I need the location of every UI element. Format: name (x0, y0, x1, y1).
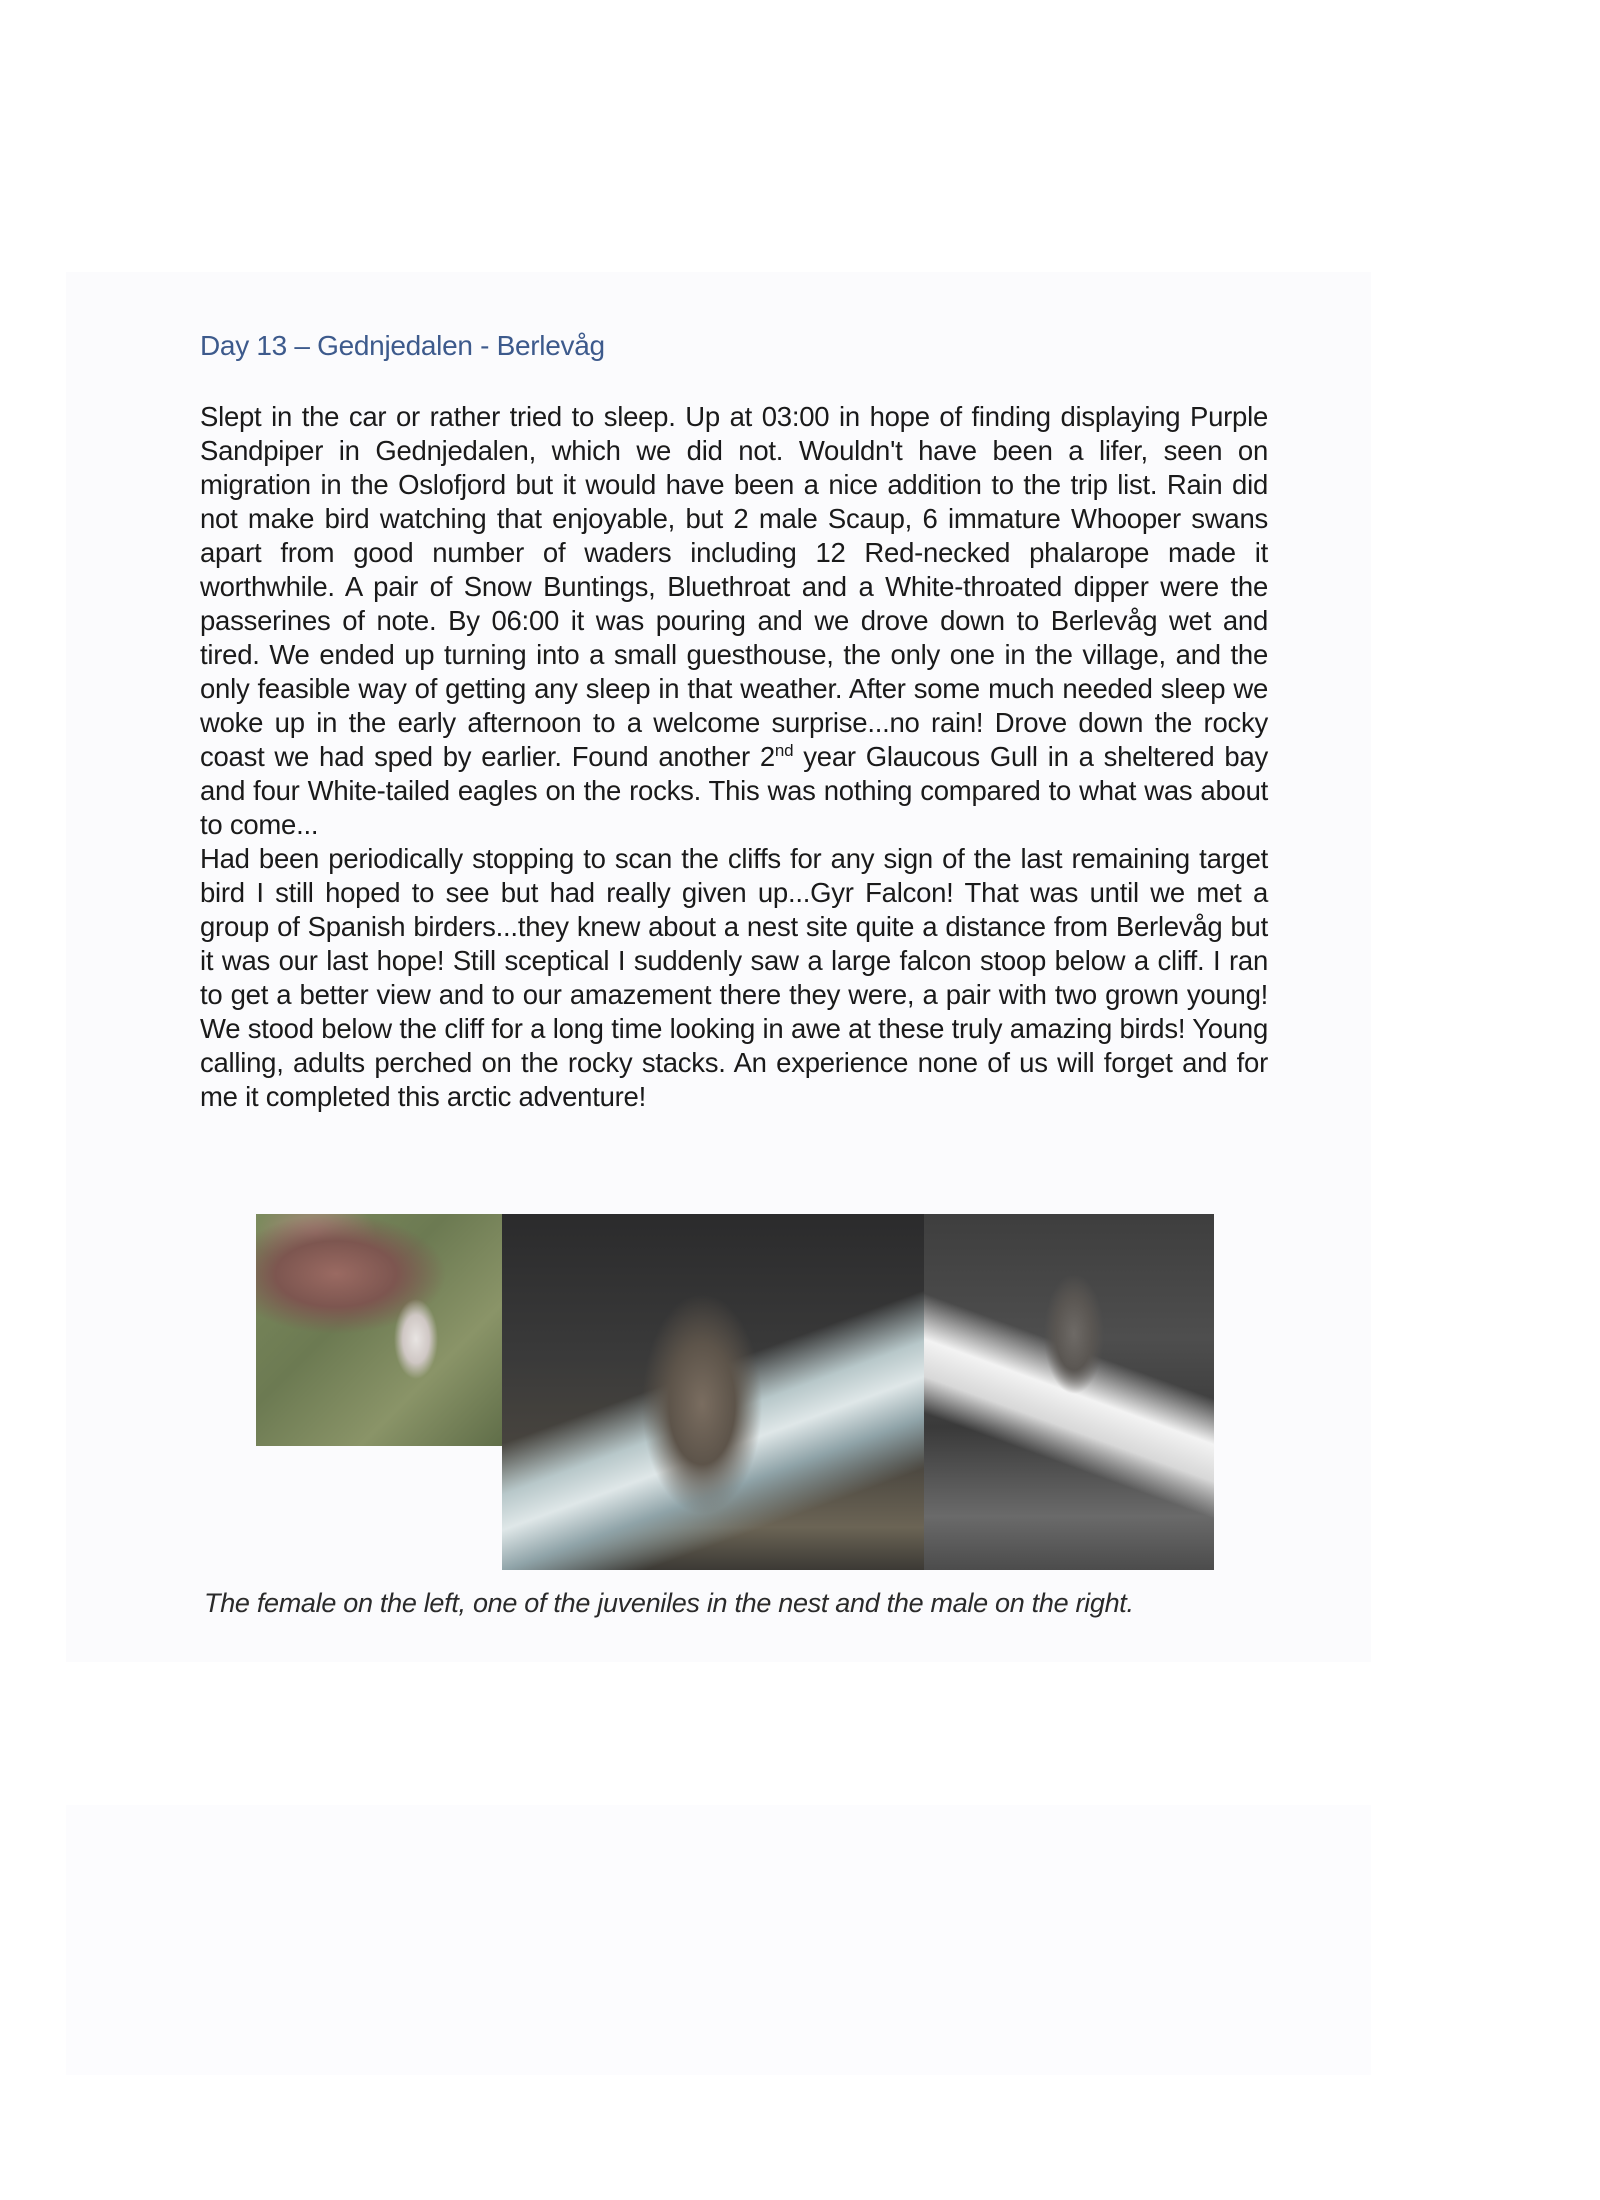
photo-juvenile-in-nest (502, 1214, 926, 1570)
photo-male-gyr-falcon (924, 1214, 1214, 1570)
photo-caption: The female on the left, one of the juveniles in the nest and the male on the right. (204, 1588, 1134, 1618)
ordinal-superscript: nd (774, 740, 794, 760)
paragraph-gyr-falcon: Had been periodically stopping to scan the cliffs for any sign of the last remaining target bird I still hoped to see but had really given up...Gyr Falcon! That was until we met a group of Spanish birders...they knew about a nest site quite a distance from Berlevåg but it was our last hope! Still sceptical I suddenly saw a large falcon stoop below a cliff. I ran to get a better view and to our amazement there they were, a pair with two grown young! We stood below the cliff for a long time looking in awe at these truly amazing birds! Young calling, adults perched on the rocky stacks. An experience none of us will forget and for me it completed this arctic adventure! (200, 843, 1268, 1112)
page-title: Day 13 – Gednjedalen - Berlevåg (200, 330, 605, 361)
scanned-page-lower-area (66, 1805, 1371, 2075)
photo-female-gyr-falcon (256, 1214, 504, 1446)
paragraph-morning (200, 400, 1268, 842)
paragraph-morning-end: year Glaucous Gull in a sheltered bay and four White-tailed eagles on the rocks. This was nothing compared to what was about to come... (200, 741, 1268, 840)
trip-report-text (200, 400, 1268, 1114)
paragraph-morning-start: Slept in the car or rather tried to sleep. Up at 03:00 in hope of finding displaying Purple Sandpiper in Gednjedalen, which we did not. Wouldn't have been a lifer, seen on migration in the Oslofjord but it would have been a nice addition to the trip list. Rain did not make bird watching that enjoyable, but 2 male Scaup, 6 immature Whooper swans apart from good number of waders including 12 Red-necked phalarope made it worthwhile. A pair of Snow Buntings, Bluethroat and a White-throated dipper were the passerines of note. By 06:00 it was pouring and we drove down to Berlevåg wet and tired. We ended up turning into a small guesthouse, the only one in the village, and the only feasible way of getting any sleep in that weather. After some much needed sleep we woke up in the early afternoon to a welcome surprise...no rain! Drove down the rocky coast we had sped by earlier. Found another 2 (200, 401, 1268, 772)
